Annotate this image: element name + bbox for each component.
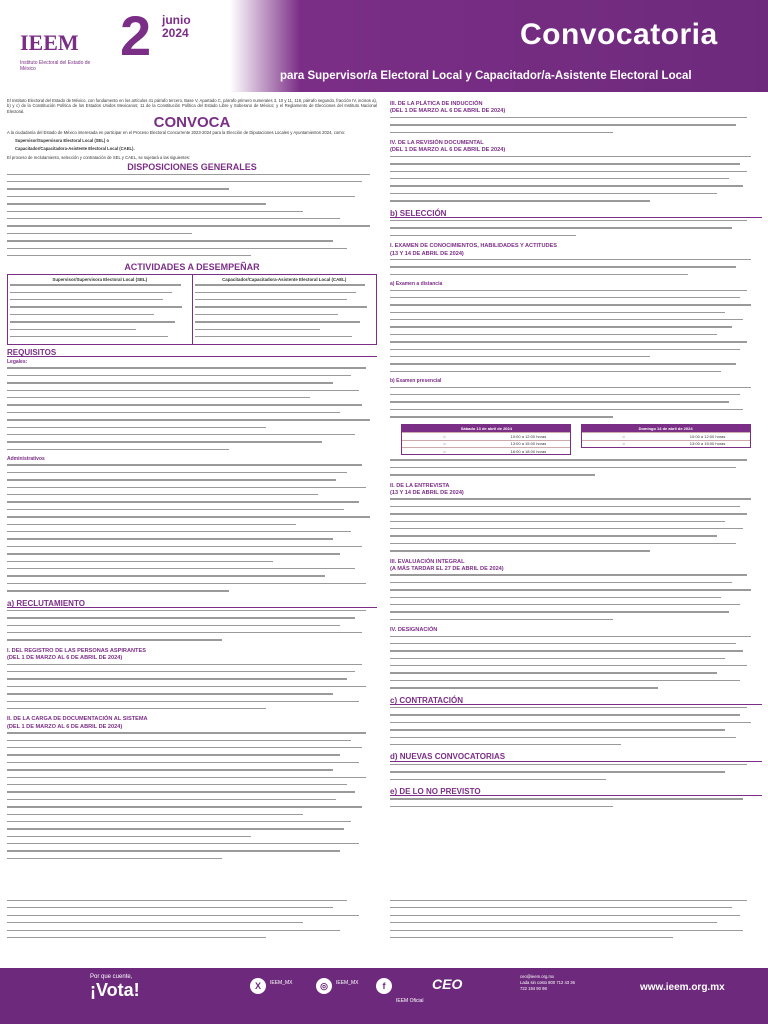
platica-heading: III. DE LA PLÁTICA DE INDUCCIÓN (390, 101, 483, 107)
social-label-facebook[interactable]: IEEM Oficial (396, 998, 424, 1004)
carga-date: (DEL 1 DE MARZO AL 6 DE ABRIL DE 2024) (7, 723, 123, 730)
disposiciones-heading: DISPOSICIONES GENERALES (127, 162, 257, 173)
seleccion-heading: b) SELECCIÓN (390, 211, 762, 218)
contact-info (520, 974, 575, 992)
examen-heading: I. EXAMEN DE CONOCIMIENTOS, HABILIDADES Y ACTITUDES (390, 243, 558, 250)
left-column (7, 98, 377, 864)
schedule-saturday-title: Sábado 13 de abril de 2024 (402, 425, 570, 432)
administrativos-list (7, 464, 377, 595)
sel-title: Supervisor/Supervisora Electoral Local (SEL) (52, 276, 148, 282)
social-label-instagram[interactable]: IEEM_MX (336, 980, 359, 986)
evaluacion-heading: III. EVALUACIÓN INTEGRAL (390, 558, 465, 565)
schedule-cell: ○ (443, 433, 446, 439)
footer (0, 968, 768, 1024)
entrevista-date: (13 Y 14 DE ABRIL DE 2024) (390, 490, 464, 497)
entrevista-text (390, 498, 762, 555)
schedule-cell: ○ (622, 433, 625, 439)
registro-text (7, 664, 377, 714)
schedule-table-saturday (401, 424, 571, 456)
convoca-heading: CONVOCA (153, 114, 231, 132)
actividades-heading: ACTIVIDADES A DESEMPEÑAR (124, 262, 260, 273)
schedule-time: 16:00 a 18:00 horas (510, 448, 547, 454)
ieem-logo-subtitle: Instituto Electoral del Estado de México (20, 60, 91, 72)
nuevas-heading: d) NUEVAS CONVOCATORIAS (390, 754, 762, 761)
ceo-logo: CEO (432, 976, 463, 992)
ieem-logo: IEEM (20, 30, 79, 55)
legales-list (7, 367, 377, 454)
examen-distancia-text (390, 290, 762, 377)
examen-presencial-text (390, 387, 762, 422)
designacion-heading: IV. DESIGNACIÓN (390, 627, 438, 634)
schedule-time: 10:00 a 12:00 horas (510, 433, 547, 439)
contratacion-heading: c) CONTRATACIÓN (390, 698, 762, 705)
examen-distancia-heading: a) Examen a distancia (390, 281, 443, 288)
examen-notes (390, 459, 762, 479)
website-link[interactable]: www.ieem.org.mx (640, 982, 725, 993)
schedule-cell: ○ (443, 448, 446, 454)
vote-slogan-small: Por que cuente, (90, 974, 133, 980)
carga-text (7, 732, 377, 863)
schedule-sunday-title: Domingo 14 de abril de 2024 (582, 425, 750, 432)
x-icon[interactable]: X (250, 978, 266, 994)
cael-title: Capacitador/Capacitadora-Asistente Electoral Local (CAEL) (222, 276, 347, 282)
legales-heading: Legales: (7, 358, 28, 365)
platica-text (390, 117, 762, 137)
sel-activities (8, 275, 193, 344)
schedule-cell: ○ (443, 441, 446, 447)
badge-text: junio 2024 (162, 13, 191, 40)
social-label-x[interactable]: IEEM_MX (270, 980, 293, 986)
contratacion-text (390, 707, 762, 749)
vote-slogan (90, 974, 140, 1000)
facebook-icon[interactable]: f (376, 978, 392, 994)
revision-heading: IV. DE LA REVISIÓN DOCUMENTAL (390, 139, 484, 146)
exam-schedule-tables (390, 422, 762, 458)
registro-heading: I. DEL REGISTRO DE LAS PERSONAS ASPIRANTES (7, 647, 146, 654)
evaluacion-date: (A MÁS TARDAR EL 27 DE ABRIL DE 2024) (390, 565, 504, 572)
instagram-icon[interactable]: ◎ (316, 978, 332, 994)
requisitos-heading: REQUISITOS (7, 350, 377, 357)
revision-text (390, 156, 762, 206)
header (0, 0, 768, 92)
contact-phone: 722 194 90 98 (520, 986, 547, 991)
cael-activities (193, 275, 377, 344)
schedule-time: 13:00 a 15:00 horas (689, 441, 726, 447)
intro-paragraph: El Instituto Electoral del Estado de México, con fundamento en los artículos 41 párrafo tercero, Base V, Apartado C, párrafo primero numerales 3, 10 y 11, 116, párrafo segundo, fracción IV, incisos a), b) y c) de la Constitución Política de los Estados Unidos Mexicanos; 11 de la Constitución Política del Estado Libre y Soberano de México; y el Reglamento de Elecciones del Instituto Nacional Electoral. (7, 98, 377, 114)
registro-date: (DEL 1 DE MARZO AL 6 DE ABRIL DE 2024) (7, 655, 123, 662)
examen-text (390, 259, 762, 279)
carga-heading: II. DE LA CARGA DE DOCUMENTACIÓN AL SISTEMA (7, 716, 148, 723)
nuevas-text (390, 764, 762, 784)
schedule-time: 10:00 a 12:00 horas (689, 433, 726, 439)
examen-presencial-heading: b) Examen presencial (390, 378, 442, 385)
role-item-sel: Supervisor/Supervisora Electoral Local (SEL) o (15, 138, 110, 144)
right-column (390, 98, 762, 811)
designacion-text (390, 636, 762, 693)
vote-slogan-big: ¡Vota! (90, 980, 140, 1000)
contact-phone-free: Lada sin costo 800 712 43 36 (520, 980, 575, 985)
imprevisto-heading: e) DE LO NO PREVISTO (390, 789, 762, 796)
platica-date: (DEL 1 DE MARZO AL 6 DE ABRIL DE 2024) (390, 108, 506, 115)
schedule-time: 13:00 a 15:00 horas (510, 441, 547, 447)
activities-table (7, 274, 377, 345)
role-item-cael: Capacitador/Capacitadora-Asistente Electoral Local (CAEL). (15, 146, 135, 152)
legal-notice (390, 898, 762, 943)
page-subtitle: para Supervisor/a Electoral Local y Capacitador/a-Asistente Electoral Local (280, 70, 692, 82)
examen-date: (13 Y 14 DE ABRIL DE 2024) (390, 250, 464, 257)
reclutamiento-text (7, 610, 377, 645)
page-title: Convocatoria (520, 18, 718, 51)
evaluacion-text (390, 574, 762, 624)
revision-date: (DEL 1 DE MARZO AL 6 DE ABRIL DE 2024) (390, 147, 506, 154)
badge-number: 2 (120, 4, 152, 67)
contact-email[interactable]: ceo@ieem.org.mx (520, 974, 555, 979)
schedule-table-sunday (581, 424, 751, 448)
disposiciones-text (7, 174, 377, 261)
administrativos-heading: Administrativos (7, 456, 45, 463)
imprevisto-text (390, 798, 762, 811)
convoca-text: A la ciudadanía del Estado de México interesada en participar en el Proceso Electoral Concurrente 2023-2024 para la Elección de Diputaciones Locales y Ayuntamientos 2024, como: (7, 129, 346, 135)
reclutamiento-heading: a) RECLUTAMIENTO (7, 601, 377, 608)
seleccion-text (390, 220, 762, 240)
election-date-badge (120, 6, 220, 78)
schedule-cell: ○ (622, 441, 625, 447)
entrevista-heading: II. DE LA ENTREVISTA (390, 482, 450, 489)
roles-note: El proceso de reclutamiento, selección y contratación de SEL y CAEL, se sujetará a las siguientes: (7, 154, 191, 160)
footnotes (7, 898, 377, 943)
